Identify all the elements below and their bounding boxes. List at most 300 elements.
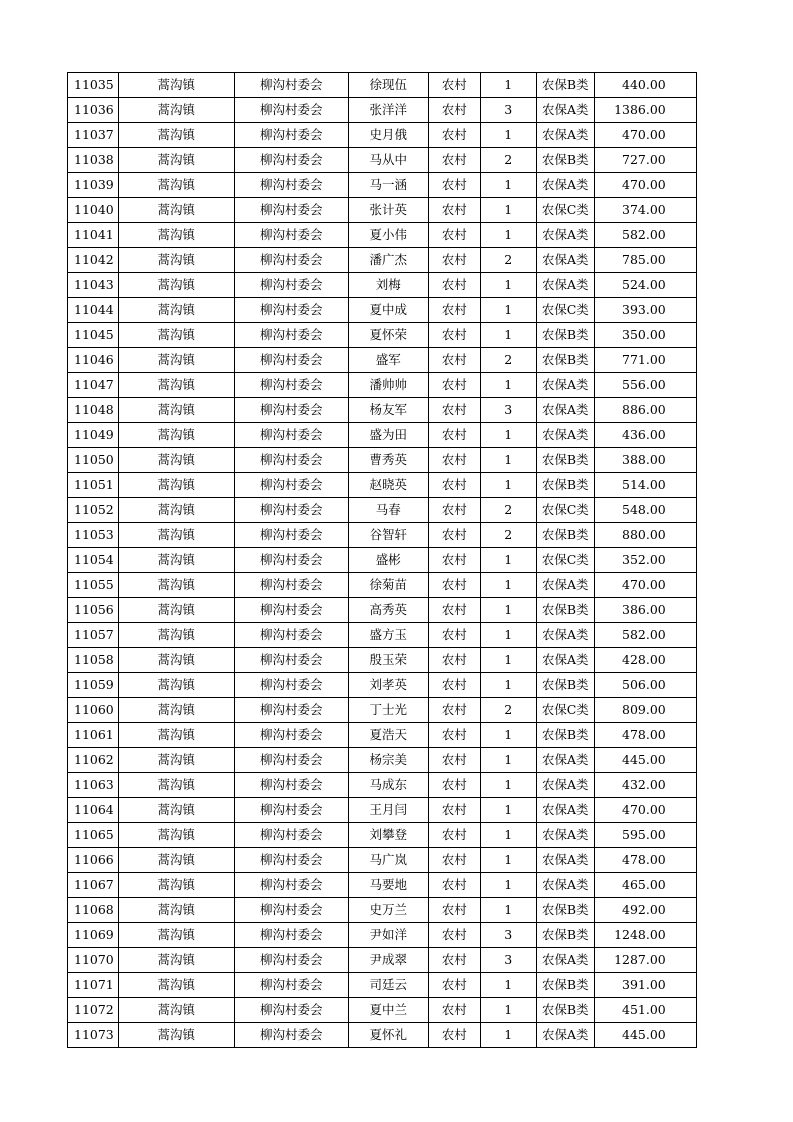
name-cell: 殷玉荣 — [348, 648, 428, 673]
household-type-cell: 农村 — [428, 448, 480, 473]
table-row — [68, 898, 697, 923]
record-id: 11050 — [68, 448, 119, 473]
town-cell: 蒿沟镇 — [118, 698, 234, 723]
name-cell: 杨友军 — [348, 398, 428, 423]
insurance-category-cell: 农保A类 — [536, 123, 594, 148]
name-cell: 张计英 — [348, 198, 428, 223]
town-cell: 蒿沟镇 — [118, 998, 234, 1023]
name-cell: 盛方玉 — [348, 623, 428, 648]
household-type-cell: 农村 — [428, 648, 480, 673]
record-id: 11070 — [68, 948, 119, 973]
name-cell: 杨宗美 — [348, 748, 428, 773]
village-cell: 柳沟村委会 — [234, 623, 348, 648]
insurance-category-cell: 农保A类 — [536, 273, 594, 298]
member-count-cell: 1 — [480, 873, 536, 898]
table-row — [68, 148, 697, 173]
table-row — [68, 748, 697, 773]
table-row — [68, 123, 697, 148]
insurance-category-cell: 农保A类 — [536, 373, 594, 398]
name-cell: 曹秀英 — [348, 448, 428, 473]
record-id: 11064 — [68, 798, 119, 823]
name-cell: 张洋洋 — [348, 98, 428, 123]
name-cell: 夏怀荣 — [348, 323, 428, 348]
amount-cell: 440.00 — [594, 73, 696, 98]
town-cell: 蒿沟镇 — [118, 323, 234, 348]
table-row — [68, 173, 697, 198]
insurance-category-cell: 农保C类 — [536, 698, 594, 723]
member-count-cell: 1 — [480, 123, 536, 148]
village-cell: 柳沟村委会 — [234, 323, 348, 348]
town-cell: 蒿沟镇 — [118, 973, 234, 998]
town-cell: 蒿沟镇 — [118, 723, 234, 748]
name-cell: 丁士光 — [348, 698, 428, 723]
town-cell: 蒿沟镇 — [118, 98, 234, 123]
village-cell: 柳沟村委会 — [234, 848, 348, 873]
village-cell: 柳沟村委会 — [234, 198, 348, 223]
village-cell: 柳沟村委会 — [234, 398, 348, 423]
table-row — [68, 498, 697, 523]
name-cell: 司廷云 — [348, 973, 428, 998]
village-cell: 柳沟村委会 — [234, 523, 348, 548]
village-cell: 柳沟村委会 — [234, 548, 348, 573]
record-id: 11035 — [68, 73, 119, 98]
table-row — [68, 673, 697, 698]
record-id: 11042 — [68, 248, 119, 273]
insurance-category-cell: 农保A类 — [536, 98, 594, 123]
table-row — [68, 348, 697, 373]
village-cell: 柳沟村委会 — [234, 148, 348, 173]
village-cell: 柳沟村委会 — [234, 423, 348, 448]
table-row — [68, 823, 697, 848]
amount-cell: 352.00 — [594, 548, 696, 573]
household-type-cell: 农村 — [428, 198, 480, 223]
insurance-category-cell: 农保B类 — [536, 923, 594, 948]
amount-cell: 350.00 — [594, 323, 696, 348]
insurance-category-cell: 农保A类 — [536, 1023, 594, 1048]
member-count-cell: 1 — [480, 448, 536, 473]
table-row — [68, 98, 697, 123]
record-id: 11071 — [68, 973, 119, 998]
amount-cell: 451.00 — [594, 998, 696, 1023]
amount-cell: 374.00 — [594, 198, 696, 223]
household-type-cell: 农村 — [428, 873, 480, 898]
village-cell: 柳沟村委会 — [234, 973, 348, 998]
village-cell: 柳沟村委会 — [234, 273, 348, 298]
town-cell: 蒿沟镇 — [118, 423, 234, 448]
record-id: 11039 — [68, 173, 119, 198]
name-cell: 马成东 — [348, 773, 428, 798]
record-id: 11072 — [68, 998, 119, 1023]
member-count-cell: 1 — [480, 648, 536, 673]
amount-cell: 1248.00 — [594, 923, 696, 948]
town-cell: 蒿沟镇 — [118, 473, 234, 498]
household-type-cell: 农村 — [428, 698, 480, 723]
table-row — [68, 398, 697, 423]
name-cell: 马要地 — [348, 873, 428, 898]
amount-cell: 548.00 — [594, 498, 696, 523]
record-id: 11037 — [68, 123, 119, 148]
amount-cell: 771.00 — [594, 348, 696, 373]
town-cell: 蒿沟镇 — [118, 273, 234, 298]
amount-cell: 809.00 — [594, 698, 696, 723]
data-table — [67, 72, 697, 1048]
amount-cell: 432.00 — [594, 773, 696, 798]
household-type-cell: 农村 — [428, 323, 480, 348]
member-count-cell: 1 — [480, 548, 536, 573]
name-cell: 赵晓英 — [348, 473, 428, 498]
town-cell: 蒿沟镇 — [118, 623, 234, 648]
amount-cell: 478.00 — [594, 848, 696, 873]
record-id: 11057 — [68, 623, 119, 648]
table-row — [68, 523, 697, 548]
insurance-category-cell: 农保A类 — [536, 748, 594, 773]
name-cell: 谷智轩 — [348, 523, 428, 548]
village-cell: 柳沟村委会 — [234, 873, 348, 898]
name-cell: 盛为田 — [348, 423, 428, 448]
table-row — [68, 723, 697, 748]
table-row — [68, 1023, 697, 1048]
insurance-category-cell: 农保B类 — [536, 348, 594, 373]
table-row — [68, 73, 697, 98]
member-count-cell: 1 — [480, 673, 536, 698]
amount-cell: 886.00 — [594, 398, 696, 423]
household-type-cell: 农村 — [428, 248, 480, 273]
insurance-category-cell: 农保A类 — [536, 423, 594, 448]
household-type-cell: 农村 — [428, 1023, 480, 1048]
amount-cell: 478.00 — [594, 723, 696, 748]
amount-cell: 465.00 — [594, 873, 696, 898]
village-cell: 柳沟村委会 — [234, 298, 348, 323]
household-type-cell: 农村 — [428, 898, 480, 923]
household-type-cell: 农村 — [428, 973, 480, 998]
town-cell: 蒿沟镇 — [118, 823, 234, 848]
record-id: 11051 — [68, 473, 119, 498]
table-row — [68, 198, 697, 223]
amount-cell: 470.00 — [594, 798, 696, 823]
village-cell: 柳沟村委会 — [234, 1023, 348, 1048]
record-id: 11043 — [68, 273, 119, 298]
insurance-category-cell: 农保B类 — [536, 998, 594, 1023]
name-cell: 徐菊苗 — [348, 573, 428, 598]
member-count-cell: 1 — [480, 223, 536, 248]
member-count-cell: 2 — [480, 148, 536, 173]
insurance-category-cell: 农保C类 — [536, 498, 594, 523]
member-count-cell: 3 — [480, 398, 536, 423]
household-type-cell: 农村 — [428, 298, 480, 323]
name-cell: 刘梅 — [348, 273, 428, 298]
household-type-cell: 农村 — [428, 748, 480, 773]
record-id: 11065 — [68, 823, 119, 848]
village-cell: 柳沟村委会 — [234, 498, 348, 523]
insurance-category-cell: 农保B类 — [536, 973, 594, 998]
town-cell: 蒿沟镇 — [118, 648, 234, 673]
amount-cell: 785.00 — [594, 248, 696, 273]
household-type-cell: 农村 — [428, 498, 480, 523]
record-id: 11073 — [68, 1023, 119, 1048]
name-cell: 马广岚 — [348, 848, 428, 873]
household-type-cell: 农村 — [428, 348, 480, 373]
household-type-cell: 农村 — [428, 673, 480, 698]
household-type-cell: 农村 — [428, 373, 480, 398]
record-id: 11053 — [68, 523, 119, 548]
name-cell: 王月闫 — [348, 798, 428, 823]
record-id: 11058 — [68, 648, 119, 673]
name-cell: 尹成翠 — [348, 948, 428, 973]
town-cell: 蒿沟镇 — [118, 173, 234, 198]
member-count-cell: 1 — [480, 623, 536, 648]
name-cell: 马从中 — [348, 148, 428, 173]
member-count-cell: 1 — [480, 273, 536, 298]
village-cell: 柳沟村委会 — [234, 598, 348, 623]
member-count-cell: 2 — [480, 523, 536, 548]
table-row — [68, 573, 697, 598]
name-cell: 盛军 — [348, 348, 428, 373]
record-id: 11055 — [68, 573, 119, 598]
insurance-category-cell: 农保B类 — [536, 723, 594, 748]
amount-cell: 582.00 — [594, 223, 696, 248]
insurance-category-cell: 农保A类 — [536, 173, 594, 198]
record-id: 11069 — [68, 923, 119, 948]
village-cell: 柳沟村委会 — [234, 773, 348, 798]
record-id: 11062 — [68, 748, 119, 773]
member-count-cell: 1 — [480, 1023, 536, 1048]
amount-cell: 470.00 — [594, 573, 696, 598]
household-type-cell: 农村 — [428, 923, 480, 948]
amount-cell: 492.00 — [594, 898, 696, 923]
table-row — [68, 948, 697, 973]
name-cell: 马春 — [348, 498, 428, 523]
town-cell: 蒿沟镇 — [118, 923, 234, 948]
amount-cell: 445.00 — [594, 1023, 696, 1048]
village-cell: 柳沟村委会 — [234, 948, 348, 973]
town-cell: 蒿沟镇 — [118, 673, 234, 698]
village-cell: 柳沟村委会 — [234, 748, 348, 773]
record-id: 11047 — [68, 373, 119, 398]
household-type-cell: 农村 — [428, 548, 480, 573]
name-cell: 潘帅帅 — [348, 373, 428, 398]
insurance-category-cell: 农保B类 — [536, 673, 594, 698]
member-count-cell: 2 — [480, 498, 536, 523]
name-cell: 潘广杰 — [348, 248, 428, 273]
insurance-category-cell: 农保B类 — [536, 473, 594, 498]
town-cell: 蒿沟镇 — [118, 248, 234, 273]
insurance-category-cell: 农保B类 — [536, 448, 594, 473]
household-type-cell: 农村 — [428, 573, 480, 598]
town-cell: 蒿沟镇 — [118, 1023, 234, 1048]
insurance-category-cell: 农保A类 — [536, 223, 594, 248]
household-type-cell: 农村 — [428, 998, 480, 1023]
household-type-cell: 农村 — [428, 798, 480, 823]
table-row — [68, 548, 697, 573]
amount-cell: 436.00 — [594, 423, 696, 448]
name-cell: 高秀英 — [348, 598, 428, 623]
amount-cell: 386.00 — [594, 598, 696, 623]
insurance-category-cell: 农保A类 — [536, 948, 594, 973]
insurance-category-cell: 农保A类 — [536, 248, 594, 273]
household-type-cell: 农村 — [428, 848, 480, 873]
member-count-cell: 1 — [480, 723, 536, 748]
household-type-cell: 农村 — [428, 723, 480, 748]
member-count-cell: 1 — [480, 598, 536, 623]
village-cell: 柳沟村委会 — [234, 573, 348, 598]
member-count-cell: 1 — [480, 898, 536, 923]
table-row — [68, 223, 697, 248]
village-cell: 柳沟村委会 — [234, 173, 348, 198]
household-type-cell: 农村 — [428, 423, 480, 448]
table-row — [68, 848, 697, 873]
member-count-cell: 1 — [480, 423, 536, 448]
table-body — [68, 73, 697, 1048]
table-row — [68, 998, 697, 1023]
town-cell: 蒿沟镇 — [118, 773, 234, 798]
town-cell: 蒿沟镇 — [118, 548, 234, 573]
name-cell: 夏小伟 — [348, 223, 428, 248]
town-cell: 蒿沟镇 — [118, 148, 234, 173]
table-row — [68, 423, 697, 448]
village-cell: 柳沟村委会 — [234, 723, 348, 748]
village-cell: 柳沟村委会 — [234, 473, 348, 498]
town-cell: 蒿沟镇 — [118, 873, 234, 898]
member-count-cell: 1 — [480, 73, 536, 98]
town-cell: 蒿沟镇 — [118, 573, 234, 598]
insurance-category-cell: 农保C类 — [536, 198, 594, 223]
name-cell: 史万兰 — [348, 898, 428, 923]
household-type-cell: 农村 — [428, 948, 480, 973]
member-count-cell: 1 — [480, 848, 536, 873]
member-count-cell: 1 — [480, 198, 536, 223]
name-cell: 夏怀礼 — [348, 1023, 428, 1048]
village-cell: 柳沟村委会 — [234, 123, 348, 148]
member-count-cell: 1 — [480, 823, 536, 848]
town-cell: 蒿沟镇 — [118, 348, 234, 373]
village-cell: 柳沟村委会 — [234, 798, 348, 823]
village-cell: 柳沟村委会 — [234, 348, 348, 373]
town-cell: 蒿沟镇 — [118, 598, 234, 623]
village-cell: 柳沟村委会 — [234, 648, 348, 673]
town-cell: 蒿沟镇 — [118, 73, 234, 98]
village-cell: 柳沟村委会 — [234, 998, 348, 1023]
amount-cell: 514.00 — [594, 473, 696, 498]
village-cell: 柳沟村委会 — [234, 373, 348, 398]
record-id: 11045 — [68, 323, 119, 348]
name-cell: 尹如洋 — [348, 923, 428, 948]
insurance-category-cell: 农保A类 — [536, 398, 594, 423]
table-row — [68, 973, 697, 998]
town-cell: 蒿沟镇 — [118, 448, 234, 473]
member-count-cell: 3 — [480, 948, 536, 973]
record-id: 11059 — [68, 673, 119, 698]
household-type-cell: 农村 — [428, 523, 480, 548]
town-cell: 蒿沟镇 — [118, 523, 234, 548]
insurance-category-cell: 农保A类 — [536, 798, 594, 823]
household-type-cell: 农村 — [428, 623, 480, 648]
household-type-cell: 农村 — [428, 223, 480, 248]
town-cell: 蒿沟镇 — [118, 123, 234, 148]
household-type-cell: 农村 — [428, 598, 480, 623]
table-row — [68, 648, 697, 673]
record-id: 11049 — [68, 423, 119, 448]
village-cell: 柳沟村委会 — [234, 673, 348, 698]
town-cell: 蒿沟镇 — [118, 748, 234, 773]
amount-cell: 524.00 — [594, 273, 696, 298]
record-id: 11066 — [68, 848, 119, 873]
amount-cell: 1386.00 — [594, 98, 696, 123]
table-row — [68, 323, 697, 348]
record-id: 11054 — [68, 548, 119, 573]
town-cell: 蒿沟镇 — [118, 298, 234, 323]
amount-cell: 1287.00 — [594, 948, 696, 973]
amount-cell: 388.00 — [594, 448, 696, 473]
member-count-cell: 1 — [480, 998, 536, 1023]
insurance-category-cell: 农保B类 — [536, 898, 594, 923]
member-count-cell: 1 — [480, 748, 536, 773]
name-cell: 刘孝英 — [348, 673, 428, 698]
record-id: 11041 — [68, 223, 119, 248]
insurance-category-cell: 农保A类 — [536, 848, 594, 873]
village-cell: 柳沟村委会 — [234, 73, 348, 98]
record-id: 11060 — [68, 698, 119, 723]
table-row — [68, 598, 697, 623]
village-cell: 柳沟村委会 — [234, 98, 348, 123]
village-cell: 柳沟村委会 — [234, 923, 348, 948]
town-cell: 蒿沟镇 — [118, 498, 234, 523]
table-row — [68, 448, 697, 473]
table-row — [68, 773, 697, 798]
table-row — [68, 798, 697, 823]
household-type-cell: 农村 — [428, 398, 480, 423]
name-cell: 刘攀登 — [348, 823, 428, 848]
member-count-cell: 3 — [480, 923, 536, 948]
table-row — [68, 923, 697, 948]
amount-cell: 727.00 — [594, 148, 696, 173]
insurance-category-cell: 农保A类 — [536, 648, 594, 673]
amount-cell: 556.00 — [594, 373, 696, 398]
amount-cell: 506.00 — [594, 673, 696, 698]
record-id: 11046 — [68, 348, 119, 373]
name-cell: 史月俄 — [348, 123, 428, 148]
member-count-cell: 1 — [480, 298, 536, 323]
name-cell: 夏中兰 — [348, 998, 428, 1023]
village-cell: 柳沟村委会 — [234, 248, 348, 273]
town-cell: 蒿沟镇 — [118, 948, 234, 973]
member-count-cell: 2 — [480, 248, 536, 273]
insurance-category-cell: 农保B类 — [536, 73, 594, 98]
member-count-cell: 1 — [480, 773, 536, 798]
table-row — [68, 873, 697, 898]
amount-cell: 445.00 — [594, 748, 696, 773]
record-id: 11063 — [68, 773, 119, 798]
insurance-category-cell: 农保C类 — [536, 548, 594, 573]
table-row — [68, 248, 697, 273]
household-type-cell: 农村 — [428, 773, 480, 798]
table-row — [68, 623, 697, 648]
record-id: 11038 — [68, 148, 119, 173]
town-cell: 蒿沟镇 — [118, 198, 234, 223]
member-count-cell: 1 — [480, 973, 536, 998]
table-row — [68, 473, 697, 498]
member-count-cell: 1 — [480, 173, 536, 198]
record-id: 11068 — [68, 898, 119, 923]
record-id: 11044 — [68, 298, 119, 323]
household-type-cell: 农村 — [428, 123, 480, 148]
table-row — [68, 698, 697, 723]
household-type-cell: 农村 — [428, 273, 480, 298]
household-type-cell: 农村 — [428, 473, 480, 498]
amount-cell: 470.00 — [594, 123, 696, 148]
record-id: 11056 — [68, 598, 119, 623]
insurance-category-cell: 农保A类 — [536, 873, 594, 898]
town-cell: 蒿沟镇 — [118, 398, 234, 423]
